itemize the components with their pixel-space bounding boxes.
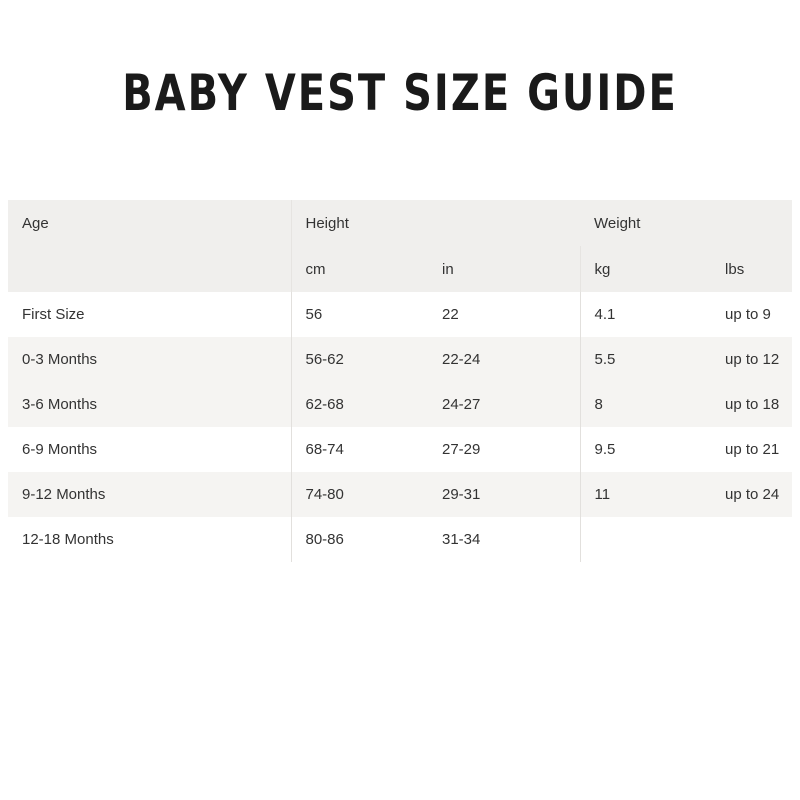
table-row [8, 427, 792, 472]
cell-age: 9-12 Months [8, 472, 291, 517]
cell-age: 0-3 Months [8, 337, 291, 382]
header-lbs: lbs [711, 246, 792, 292]
header-weight: Weight [580, 200, 792, 246]
cell-cm: 56-62 [291, 337, 428, 382]
cell-age: 3-6 Months [8, 382, 291, 427]
cell-in: 22 [428, 292, 580, 337]
cell-age: 6-9 Months [8, 427, 291, 472]
table-row [8, 337, 792, 382]
cell-age: First Size [8, 292, 291, 337]
header-height: Height [291, 200, 580, 246]
header-age: Age [8, 200, 291, 246]
cell-age: 12-18 Months [8, 517, 291, 562]
cell-lbs: up to 24 [711, 472, 792, 517]
cell-lbs: up to 9 [711, 292, 792, 337]
size-table-container [8, 200, 792, 562]
size-table [8, 200, 792, 562]
cell-in: 31-34 [428, 517, 580, 562]
cell-kg: 11 [580, 472, 711, 517]
header-cm: cm [291, 246, 428, 292]
header-kg: kg [580, 246, 711, 292]
table-row [8, 382, 792, 427]
cell-lbs: up to 21 [711, 427, 792, 472]
cell-in: 27-29 [428, 427, 580, 472]
cell-in: 22-24 [428, 337, 580, 382]
cell-lbs [711, 517, 792, 562]
table-row [8, 472, 792, 517]
cell-cm: 56 [291, 292, 428, 337]
cell-lbs: up to 12 [711, 337, 792, 382]
table-group-header-row [8, 200, 792, 246]
cell-kg: 5.5 [580, 337, 711, 382]
cell-cm: 68-74 [291, 427, 428, 472]
cell-in: 29-31 [428, 472, 580, 517]
cell-kg: 4.1 [580, 292, 711, 337]
cell-kg [580, 517, 711, 562]
header-age-blank [8, 246, 291, 292]
cell-kg: 9.5 [580, 427, 711, 472]
cell-cm: 80-86 [291, 517, 428, 562]
header-in: in [428, 246, 580, 292]
table-row [8, 517, 792, 562]
cell-in: 24-27 [428, 382, 580, 427]
table-row [8, 292, 792, 337]
cell-cm: 62-68 [291, 382, 428, 427]
cell-kg: 8 [580, 382, 711, 427]
cell-lbs: up to 18 [711, 382, 792, 427]
cell-cm: 74-80 [291, 472, 428, 517]
table-unit-header-row [8, 246, 792, 292]
page-title: BABY VEST SIZE GUIDE [122, 65, 678, 123]
